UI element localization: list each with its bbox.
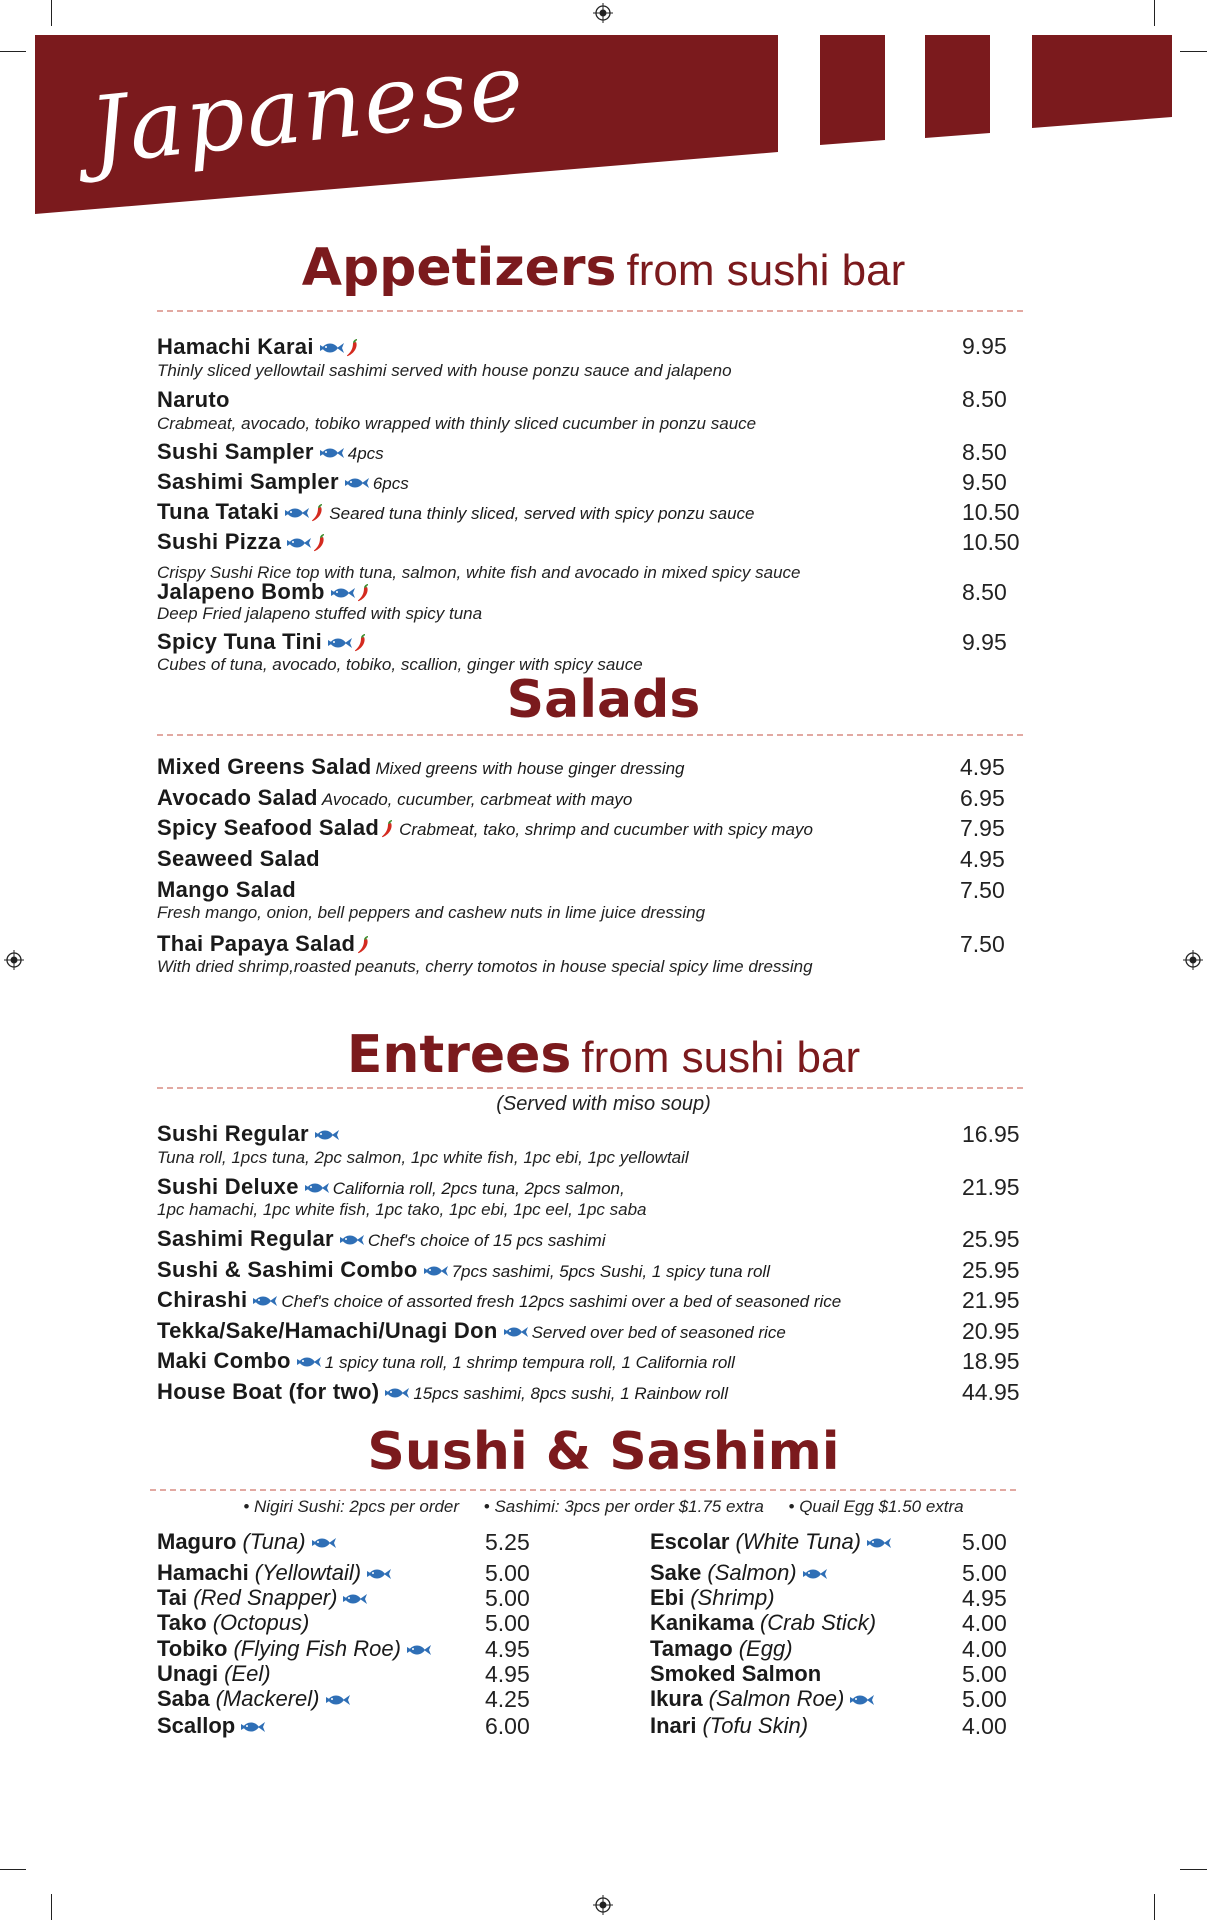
item-name-text: Sushi & Sashimi Combo	[157, 1257, 418, 1282]
item-name-text: Sushi Deluxe	[157, 1174, 299, 1199]
entrees-subtitle: from sushi bar	[581, 1033, 861, 1082]
sushi-item-name-text: Hamachi	[157, 1560, 249, 1585]
fish-icon	[328, 636, 352, 650]
fish-icon	[297, 1355, 321, 1369]
sushi-item-name	[157, 1585, 367, 1611]
item-name-text: Seaweed Salad	[157, 846, 320, 871]
item-inline-desc: 6pcs	[372, 474, 409, 493]
menu-item-desc: With dried shrimp,roasted peanuts, cherry tomotos in house special spicy lime dressing	[157, 957, 813, 976]
sushi-item-name	[650, 1636, 793, 1662]
sushi-item-name-text: Ebi	[650, 1585, 685, 1610]
menu-item-name	[157, 387, 230, 413]
appetizers-title: Appetizers	[301, 238, 617, 298]
pepper-icon	[357, 583, 371, 603]
divider	[157, 310, 1023, 312]
menu-item-price: 7.50	[960, 877, 1005, 903]
crop-mark	[0, 1869, 26, 1870]
item-inline-desc: Chef's choice of 15 pcs sashimi	[367, 1231, 606, 1250]
salads-title: Salads	[506, 670, 701, 730]
fish-icon	[867, 1536, 891, 1550]
entrees-title: Entrees	[346, 1025, 572, 1085]
menu-item-name	[157, 754, 685, 780]
menu-item-price: 8.50	[962, 386, 1007, 412]
fish-icon	[345, 476, 369, 490]
menu-item-price: 4.95	[960, 846, 1005, 872]
sushi-item-name-text: Sake	[650, 1560, 702, 1585]
menu-item-price: 16.95	[962, 1121, 1020, 1147]
sushi-item-name	[157, 1560, 391, 1586]
item-name-text: Maki Combo	[157, 1348, 291, 1373]
sushi-sashimi-heading	[0, 1422, 1207, 1482]
menu-item-name	[157, 1379, 728, 1405]
menu-item-name	[157, 579, 371, 605]
menu-item-price: 9.95	[962, 333, 1007, 359]
sushi-item-price: 6.00	[485, 1713, 530, 1739]
divider	[157, 734, 1023, 736]
sushi-item-sub: (Tuna)	[242, 1529, 306, 1554]
item-name-text: Naruto	[157, 387, 230, 412]
menu-item-name	[157, 629, 368, 655]
pepper-icon	[354, 633, 368, 653]
menu-item-price: 4.95	[960, 754, 1005, 780]
item-name-text: Sashimi Sampler	[157, 469, 339, 494]
sushi-item-sub: (Salmon)	[707, 1560, 797, 1585]
sushi-item-price: 4.95	[962, 1585, 1007, 1611]
item-inline-desc: 1 spicy tuna roll, 1 shrimp tempura roll, 1 California roll	[324, 1353, 735, 1372]
sushi-note: • Sashimi: 3pcs per order $1.75 extra	[483, 1497, 764, 1516]
sushi-note: • Quail Egg $1.50 extra	[788, 1497, 964, 1516]
menu-item-desc: Crabmeat, avocado, tobiko wrapped with thinly sliced cucumber in ponzu sauce	[157, 414, 757, 433]
sushi-item-price: 4.95	[485, 1636, 530, 1662]
sushi-item-sub: (Mackerel)	[215, 1686, 320, 1711]
sushi-item-price: 4.25	[485, 1686, 530, 1712]
sushi-item-name	[650, 1529, 891, 1555]
item-inline-desc: Crabmeat, tako, shrimp and cucumber with spicy mayo	[399, 820, 813, 839]
sushi-item-name-text: Tobiko	[157, 1636, 228, 1661]
item-inline-desc: 4pcs	[347, 444, 384, 463]
item-inline-desc: 15pcs sashimi, 8pcs sushi, 1 Rainbow roll	[413, 1384, 728, 1403]
menu-item-price: 8.50	[962, 579, 1007, 605]
menu-item-desc: Deep Fried jalapeno stuffed with spicy tuna	[157, 604, 483, 623]
menu-item-name	[157, 846, 320, 872]
fish-icon	[285, 506, 309, 520]
item-name-text: Sushi Pizza	[157, 529, 282, 554]
sushi-item-sub: (Salmon Roe)	[708, 1686, 845, 1711]
sushi-item-name	[650, 1713, 808, 1739]
menu-item-name	[157, 499, 755, 525]
item-inline-desc: Seared tuna thinly sliced, served with spicy ponzu sauce	[329, 504, 755, 523]
fish-icon	[343, 1592, 367, 1606]
item-name-text: Mango Salad	[157, 877, 296, 902]
sushi-item-name-text: Scallop	[157, 1713, 236, 1738]
item-name-text: Hamachi Karai	[157, 334, 314, 359]
item-inline-desc: Served over bed of seasoned rice	[531, 1323, 786, 1342]
menu-item-price: 21.95	[962, 1287, 1020, 1313]
item-name-text: Sashimi Regular	[157, 1226, 334, 1251]
sushi-item-price: 5.00	[485, 1560, 530, 1586]
sushi-item-price: 5.00	[485, 1610, 530, 1636]
menu-item-name	[157, 1348, 735, 1374]
sushi-item-name	[650, 1610, 876, 1636]
divider	[150, 1489, 1016, 1491]
sushi-item-name-text: Tamago	[650, 1636, 733, 1661]
sushi-item-sub: (Octopus)	[212, 1610, 310, 1635]
sushi-item-sub: (Egg)	[738, 1636, 793, 1661]
menu-item-price: 18.95	[962, 1348, 1020, 1374]
item-name-text: Jalapeno Bomb	[157, 579, 325, 604]
menu-item-desc: Thinly sliced yellowtail sashimi served with house ponzu sauce and jalapeno	[157, 361, 732, 380]
item-name-text: Spicy Seafood Salad	[157, 815, 380, 840]
pepper-icon	[311, 503, 325, 523]
item-name-text: Tekka/Sake/Hamachi/Unagi Don	[157, 1318, 498, 1343]
menu-item-name	[157, 1257, 770, 1283]
menu-item-price: 7.95	[960, 815, 1005, 841]
sushi-item-price: 4.00	[962, 1610, 1007, 1636]
item-inline-desc: Chef's choice of assorted fresh 12pcs sashimi over a bed of seasoned rice	[281, 1292, 842, 1311]
divider	[157, 1087, 1023, 1089]
registration-mark-icon	[1183, 950, 1203, 970]
banner-title: Japanese	[84, 32, 531, 185]
menu-item-name	[157, 1226, 605, 1252]
pepper-icon	[346, 338, 360, 358]
fish-icon	[315, 1128, 339, 1142]
fish-icon	[504, 1325, 528, 1339]
menu-item-name	[157, 815, 813, 841]
item-inline-desc: 7pcs sashimi, 5pcs Sushi, 1 spicy tuna roll	[451, 1262, 770, 1281]
sushi-item-name	[157, 1661, 271, 1687]
crop-mark	[1154, 1894, 1155, 1920]
menu-item-name	[157, 529, 327, 555]
fish-icon	[326, 1693, 350, 1707]
fish-icon	[320, 446, 344, 460]
item-name-text: Sushi Sampler	[157, 439, 314, 464]
fish-icon	[385, 1386, 409, 1400]
sushi-item-name-text: Tako	[157, 1610, 207, 1635]
sushi-item-sub: (Tofu Skin)	[702, 1713, 809, 1738]
sushi-item-sub: (Shrimp)	[690, 1585, 775, 1610]
sushi-item-sub: (Eel)	[224, 1661, 271, 1686]
sushi-item-sub: (Crab Stick)	[759, 1610, 877, 1635]
menu-item-name	[157, 1287, 841, 1313]
menu-item-price: 21.95	[962, 1174, 1020, 1200]
menu-item-price: 20.95	[962, 1318, 1020, 1344]
fish-icon	[287, 536, 311, 550]
menu-item-name	[157, 1121, 339, 1147]
pepper-icon	[381, 819, 395, 839]
fish-icon	[340, 1233, 364, 1247]
item-name-text: Thai Papaya Salad	[157, 931, 356, 956]
fish-icon	[320, 341, 344, 355]
item-name-text: Tuna Tataki	[157, 499, 280, 524]
fish-icon	[850, 1693, 874, 1707]
sushi-item-name	[650, 1585, 775, 1611]
menu-item-price: 9.50	[962, 469, 1007, 495]
sushi-item-name	[157, 1529, 336, 1555]
appetizers-subtitle: from sushi bar	[626, 246, 906, 295]
sushi-item-sub: (Red Snapper)	[193, 1585, 338, 1610]
registration-mark-icon	[4, 950, 24, 970]
menu-item-price: 8.50	[962, 439, 1007, 465]
registration-mark-icon	[593, 1895, 613, 1915]
crop-mark	[51, 1894, 52, 1920]
fish-icon	[241, 1720, 265, 1734]
sushi-item-price: 4.00	[962, 1636, 1007, 1662]
item-inline-desc: California roll, 2pcs tuna, 2pcs salmon,	[332, 1179, 625, 1198]
sushi-item-sub: (White Tuna)	[735, 1529, 862, 1554]
sushi-item-sub: (Yellowtail)	[254, 1560, 362, 1585]
sushi-item-sub: (Flying Fish Roe)	[233, 1636, 401, 1661]
sushi-item-name-text: Saba	[157, 1686, 210, 1711]
entrees-heading	[0, 1025, 1207, 1085]
menu-item-desc: Crispy Sushi Rice top with tuna, salmon, white fish and avocado in mixed spicy sauce	[157, 563, 801, 582]
fish-icon	[312, 1536, 336, 1550]
menu-item-price: 10.50	[962, 529, 1020, 555]
sushi-item-name-text: Unagi	[157, 1661, 219, 1686]
item-name-text: Mixed Greens Salad	[157, 754, 372, 779]
sushi-item-name-text: Escolar	[650, 1529, 730, 1554]
menu-item-price: 9.95	[962, 629, 1007, 655]
fish-icon	[331, 586, 355, 600]
crop-mark	[1180, 1869, 1207, 1870]
sushi-item-name	[157, 1713, 265, 1739]
item-name-text: Chirashi	[157, 1287, 248, 1312]
sushi-item-name-text: Maguro	[157, 1529, 237, 1554]
fish-icon	[424, 1264, 448, 1278]
menu-item-name	[157, 1318, 786, 1344]
menu-item-desc: 1pc hamachi, 1pc white fish, 1pc tako, 1pc ebi, 1pc eel, 1pc saba	[157, 1200, 647, 1219]
fish-icon	[253, 1294, 277, 1308]
sushi-item-name	[650, 1560, 827, 1586]
pepper-icon	[357, 935, 371, 955]
menu-item-price: 10.50	[962, 499, 1020, 525]
sushi-item-price: 5.25	[485, 1529, 530, 1555]
menu-item-name	[157, 334, 360, 360]
sushi-item-price: 5.00	[962, 1529, 1007, 1555]
item-name-text: Spicy Tuna Tini	[157, 629, 323, 654]
sushi-item-name	[157, 1610, 309, 1636]
menu-item-price: 7.50	[960, 931, 1005, 957]
menu-item-name	[157, 931, 371, 957]
sushi-item-name	[650, 1686, 874, 1712]
menu-item-price: 44.95	[962, 1379, 1020, 1405]
sushi-item-name-text: Kanikama	[650, 1610, 754, 1635]
menu-item-price: 25.95	[962, 1257, 1020, 1283]
sushi-notes	[0, 1497, 1207, 1517]
salads-heading	[0, 670, 1207, 730]
sushi-sashimi-title: Sushi & Sashimi	[367, 1422, 840, 1482]
sushi-item-name-text: Tai	[157, 1585, 188, 1610]
menu-item-name	[157, 785, 632, 811]
sushi-note: • Nigiri Sushi: 2pcs per order	[243, 1497, 460, 1516]
sushi-item-price: 5.00	[962, 1560, 1007, 1586]
menu-item-name	[157, 1174, 625, 1200]
menu-item-name	[157, 469, 409, 495]
fish-icon	[407, 1643, 431, 1657]
sushi-item-name	[650, 1661, 821, 1687]
pepper-icon	[313, 533, 327, 553]
item-name-text: Sushi Regular	[157, 1121, 309, 1146]
sushi-item-name	[157, 1686, 350, 1712]
menu-item-desc: Tuna roll, 1pcs tuna, 2pc salmon, 1pc white fish, 1pc ebi, 1pc yellowtail	[157, 1148, 689, 1167]
sushi-item-name-text: Ikura	[650, 1686, 703, 1711]
appetizers-heading	[0, 238, 1207, 298]
fish-icon	[803, 1567, 827, 1581]
sushi-item-price: 5.00	[962, 1686, 1007, 1712]
sushi-item-price: 5.00	[485, 1585, 530, 1611]
menu-item-price: 6.95	[960, 785, 1005, 811]
sushi-item-price: 4.95	[485, 1661, 530, 1687]
sushi-item-name-text: Smoked Salmon	[650, 1661, 822, 1686]
fish-icon	[305, 1181, 329, 1195]
menu-item-price: 25.95	[962, 1226, 1020, 1252]
item-name-text: House Boat (for two)	[157, 1379, 380, 1404]
item-inline-desc: Mixed greens with house ginger dressing	[375, 759, 685, 778]
sushi-item-price: 4.00	[962, 1713, 1007, 1739]
menu-item-name	[157, 877, 296, 903]
menu-item-desc: Fresh mango, onion, bell peppers and cashew nuts in lime juice dressing	[157, 903, 706, 922]
sushi-item-name	[157, 1636, 431, 1662]
entrees-note: (Served with miso soup)	[496, 1093, 711, 1115]
menu-item-desc: Cubes of tuna, avocado, tobiko, scallion, ginger with spicy sauce	[157, 655, 643, 674]
item-name-text: Avocado Salad	[157, 785, 318, 810]
item-inline-desc: Avocado, cucumber, carbmeat with mayo	[321, 790, 633, 809]
menu-item-name	[157, 439, 384, 465]
sushi-item-price: 5.00	[962, 1661, 1007, 1687]
sushi-item-name-text: Inari	[650, 1713, 697, 1738]
fish-icon	[367, 1567, 391, 1581]
